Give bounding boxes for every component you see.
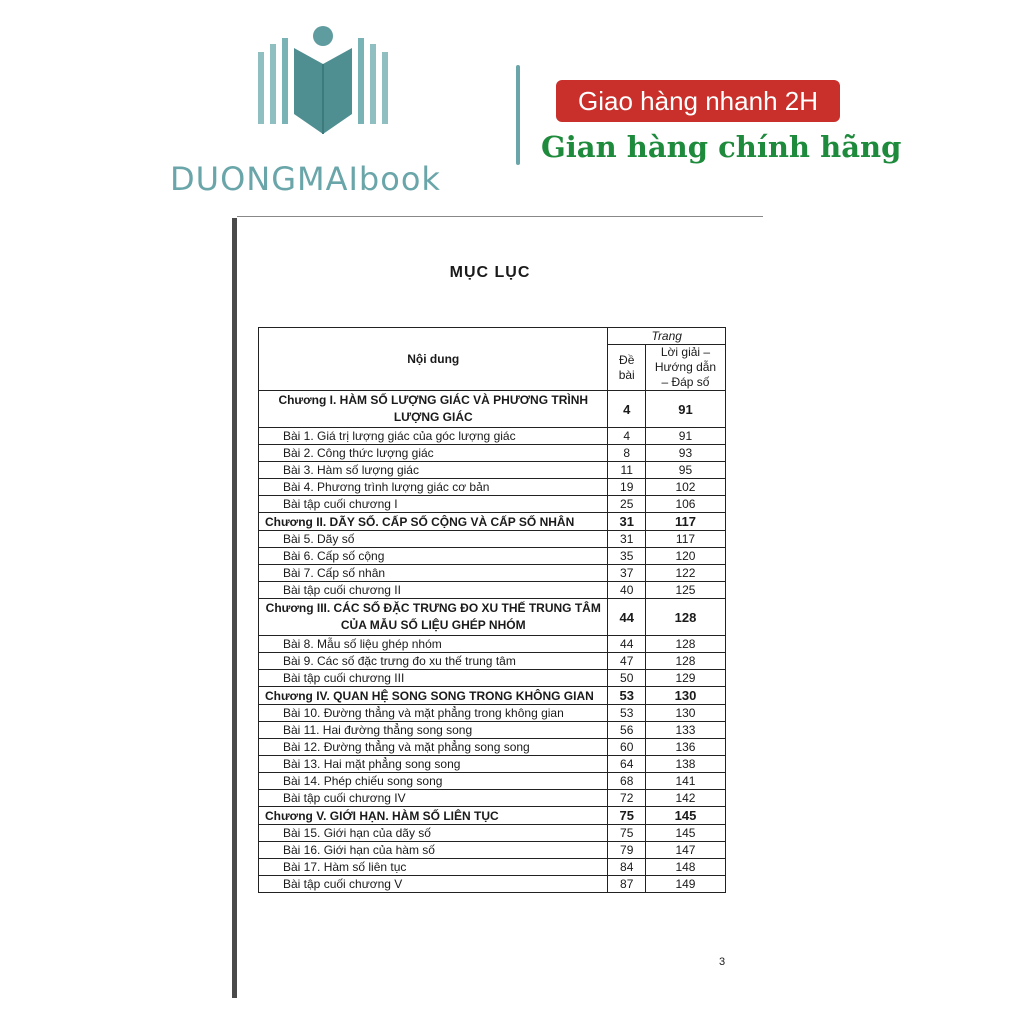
- exercise-page: 25: [608, 496, 645, 513]
- solution-page: 106: [645, 496, 725, 513]
- solution-page: 120: [645, 548, 725, 565]
- solution-page: 128: [645, 636, 725, 653]
- chapter-title: Chương I. HÀM SỐ LƯỢNG GIÁC VÀ PHƯƠNG TRÌNH LƯỢNG GIÁC: [259, 391, 608, 428]
- lesson-row: [259, 445, 726, 462]
- lesson-title: Bài 8. Mẫu số liệu ghép nhóm: [259, 636, 608, 653]
- solution-page: 138: [645, 756, 725, 773]
- lesson-title: Bài 11. Hai đường thẳng song song: [259, 722, 608, 739]
- lesson-title: Bài 16. Giới hạn của hàm số: [259, 842, 608, 859]
- exercise-page: 47: [608, 653, 645, 670]
- lesson-row: [259, 670, 726, 687]
- chapter-title: Chương IV. QUAN HỆ SONG SONG TRONG KHÔNG GIAN: [259, 687, 608, 705]
- exercise-page: 44: [608, 636, 645, 653]
- lesson-title: Bài 7. Cấp số nhân: [259, 565, 608, 582]
- exercise-page: 50: [608, 670, 645, 687]
- exercise-page: 31: [608, 531, 645, 548]
- lesson-title: Bài tập cuối chương III: [259, 670, 608, 687]
- exercise-page: 40: [608, 582, 645, 599]
- chapter-row: [259, 513, 726, 531]
- solution-page: 141: [645, 773, 725, 790]
- lesson-row: [259, 842, 726, 859]
- lesson-row: [259, 705, 726, 722]
- solution-page: 93: [645, 445, 725, 462]
- banner-divider: [516, 65, 520, 165]
- solution-page: 129: [645, 670, 725, 687]
- exercise-page: 56: [608, 722, 645, 739]
- exercise-page: 87: [608, 876, 645, 893]
- page-number: 3: [719, 956, 726, 968]
- brand-name: DUONGMAIbook: [170, 160, 441, 198]
- solution-page: 125: [645, 582, 725, 599]
- lesson-row: [259, 876, 726, 893]
- exercise-page: 79: [608, 842, 645, 859]
- solution-page: 133: [645, 722, 725, 739]
- chapter-title: Chương V. GIỚI HẠN. HÀM SỐ LIÊN TỤC: [259, 807, 608, 825]
- solution-page: 142: [645, 790, 725, 807]
- lesson-row: [259, 859, 726, 876]
- lesson-row: [259, 756, 726, 773]
- exercise-page: 19: [608, 479, 645, 496]
- lesson-row: [259, 653, 726, 670]
- lesson-row: [259, 428, 726, 445]
- solution-page: 130: [645, 705, 725, 722]
- lesson-row: [259, 531, 726, 548]
- exercise-page: 75: [608, 825, 645, 842]
- exercise-page: 31: [608, 513, 645, 531]
- lesson-title: Bài tập cuối chương V: [259, 876, 608, 893]
- lesson-title: Bài 1. Giá trị lượng giác của góc lượng giác: [259, 428, 608, 445]
- solution-page: 128: [645, 653, 725, 670]
- exercise-page: 4: [608, 391, 645, 428]
- header-solution: Lời giải – Hướng dẫn – Đáp số: [645, 345, 725, 391]
- lesson-title: Bài tập cuối chương I: [259, 496, 608, 513]
- exercise-page: 44: [608, 599, 645, 636]
- solution-page: 149: [645, 876, 725, 893]
- solution-page: 91: [645, 428, 725, 445]
- exercise-page: 72: [608, 790, 645, 807]
- lesson-title: Bài 4. Phương trình lượng giác cơ bản: [259, 479, 608, 496]
- lesson-row: [259, 739, 726, 756]
- solution-page: 117: [645, 513, 725, 531]
- lesson-row: [259, 496, 726, 513]
- lesson-title: Bài 5. Dãy số: [259, 531, 608, 548]
- exercise-page: 35: [608, 548, 645, 565]
- lesson-row: [259, 479, 726, 496]
- lesson-title: Bài 6. Cấp số cộng: [259, 548, 608, 565]
- solution-page: 122: [645, 565, 725, 582]
- lesson-title: Bài 14. Phép chiếu song song: [259, 773, 608, 790]
- scan-top-line: [237, 216, 763, 217]
- solution-page: 145: [645, 807, 725, 825]
- lesson-row: [259, 582, 726, 599]
- lesson-row: [259, 790, 726, 807]
- chapter-row: [259, 687, 726, 705]
- exercise-page: 11: [608, 462, 645, 479]
- solution-page: 117: [645, 531, 725, 548]
- lesson-row: [259, 773, 726, 790]
- lesson-row: [259, 825, 726, 842]
- lesson-title: Bài 17. Hàm số liên tục: [259, 859, 608, 876]
- exercise-page: 64: [608, 756, 645, 773]
- exercise-page: 68: [608, 773, 645, 790]
- exercise-page: 53: [608, 705, 645, 722]
- exercise-page: 4: [608, 428, 645, 445]
- store-label: Gian hàng chính hãng: [541, 130, 902, 164]
- solution-page: 145: [645, 825, 725, 842]
- chapter-title: Chương III. CÁC SỐ ĐẶC TRƯNG ĐO XU THẾ TRUNG TÂM CỦA MẪU SỐ LIỆU GHÉP NHÓM: [259, 599, 608, 636]
- solution-page: 128: [645, 599, 725, 636]
- solution-page: 147: [645, 842, 725, 859]
- exercise-page: 8: [608, 445, 645, 462]
- exercise-page: 37: [608, 565, 645, 582]
- lesson-title: Bài tập cuối chương IV: [259, 790, 608, 807]
- solution-page: 130: [645, 687, 725, 705]
- solution-page: 102: [645, 479, 725, 496]
- chapter-row: [259, 807, 726, 825]
- solution-page: 95: [645, 462, 725, 479]
- toc-body: [259, 391, 726, 893]
- lesson-title: Bài 10. Đường thẳng và mặt phẳng trong không gian: [259, 705, 608, 722]
- exercise-page: 84: [608, 859, 645, 876]
- scan-edge: [232, 218, 237, 998]
- header-page: Trang: [608, 328, 726, 345]
- lesson-row: [259, 462, 726, 479]
- solution-page: 91: [645, 391, 725, 428]
- lesson-row: [259, 548, 726, 565]
- lesson-title: Bài tập cuối chương II: [259, 582, 608, 599]
- page-title: MỤC LỤC: [449, 264, 531, 281]
- toc-table: [258, 327, 726, 893]
- chapter-title: Chương II. DÃY SỐ. CẤP SỐ CỘNG VÀ CẤP SỐ NHÂN: [259, 513, 608, 531]
- shipping-badge: Giao hàng nhanh 2H: [556, 80, 840, 122]
- lesson-row: [259, 565, 726, 582]
- lesson-title: Bài 12. Đường thẳng và mặt phẳng song song: [259, 739, 608, 756]
- chapter-row: [259, 599, 726, 636]
- lesson-row: [259, 722, 726, 739]
- solution-page: 136: [645, 739, 725, 756]
- lesson-title: Bài 3. Hàm số lượng giác: [259, 462, 608, 479]
- exercise-page: 75: [608, 807, 645, 825]
- chapter-row: [259, 391, 726, 428]
- exercise-page: 60: [608, 739, 645, 756]
- solution-page: 148: [645, 859, 725, 876]
- book-logo-icon: [248, 22, 398, 142]
- lesson-title: Bài 9. Các số đặc trưng đo xu thế trung tâm: [259, 653, 608, 670]
- lesson-title: Bài 2. Công thức lượng giác: [259, 445, 608, 462]
- lesson-title: Bài 13. Hai mặt phẳng song song: [259, 756, 608, 773]
- header-exercise: Đề bài: [608, 345, 645, 391]
- header-content: Nội dung: [259, 328, 608, 391]
- lesson-row: [259, 636, 726, 653]
- lesson-title: Bài 15. Giới hạn của dãy số: [259, 825, 608, 842]
- exercise-page: 53: [608, 687, 645, 705]
